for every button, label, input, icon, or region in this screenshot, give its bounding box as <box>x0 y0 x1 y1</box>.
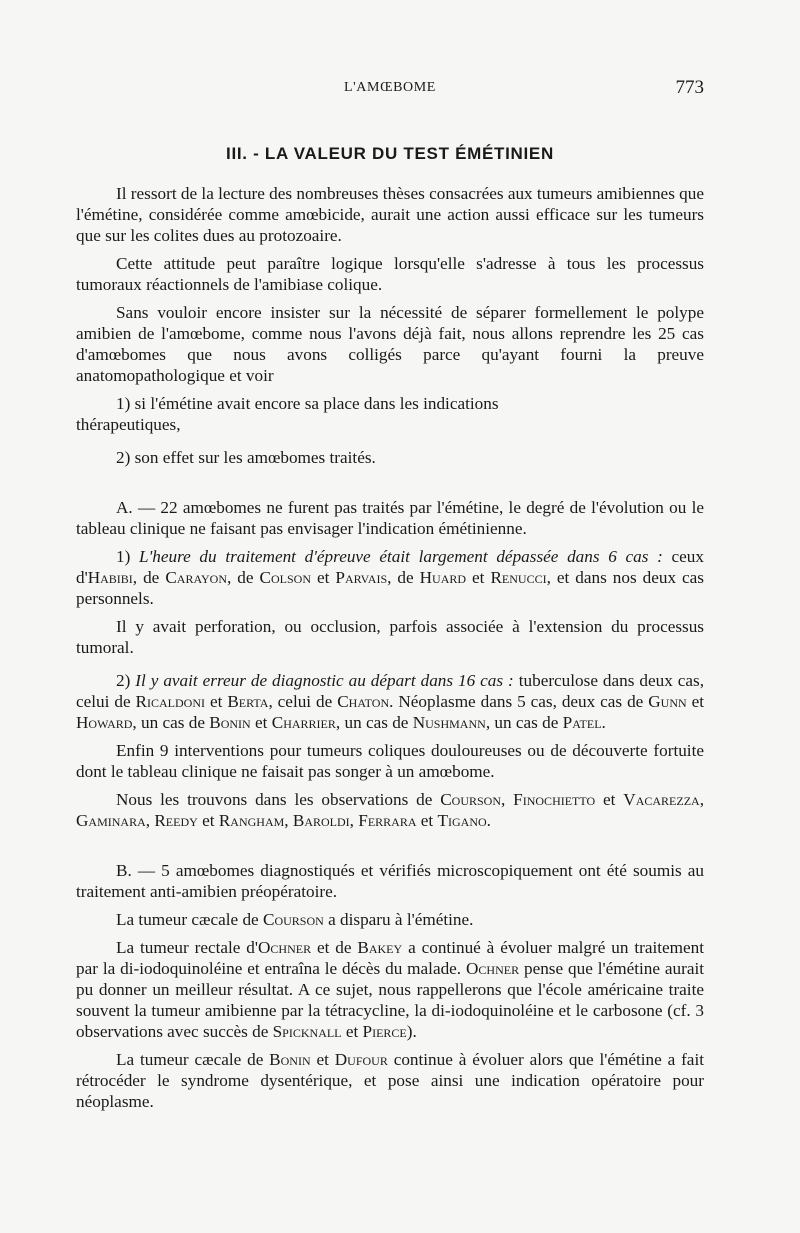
author-name: Reedy <box>154 811 198 830</box>
b2-text: pense que l'émétine aurait pu donner un meilleur résultat. A ce sujet, nous rappellerons que l'école américaine traite souvent la tumeur amibienne par la tétracycline, la di-iodoquinoléine et le carbosone (cf. 3 observations avec succès de <box>76 959 704 1041</box>
a2-text: et <box>205 692 228 711</box>
author-name: Colson <box>259 568 311 587</box>
obs-text: et <box>595 790 624 809</box>
author-name: Bakey <box>357 938 403 957</box>
author-name: Gaminara <box>76 811 146 830</box>
author-name: Carayon <box>165 568 228 587</box>
a1-text: , de <box>227 568 260 587</box>
a2-text: , un cas de <box>335 713 413 732</box>
a2-text: tuberculose dans deux cas, celui de <box>76 671 704 711</box>
author-name: Nushmann <box>412 713 486 732</box>
author-name: Ochner <box>466 959 520 978</box>
author-name: Vacarezza <box>623 790 700 809</box>
author-name: Courson <box>262 910 324 929</box>
a2-text: et <box>686 692 705 711</box>
author-name: Gunn <box>648 692 687 711</box>
author-name: Pierce <box>362 1022 407 1041</box>
b2-text: et de <box>311 938 358 957</box>
body-text <box>76 183 704 1112</box>
author-name: Tigano <box>437 811 487 830</box>
a2-text: . Néoplasme dans 5 cas, deux cas de <box>389 692 649 711</box>
a1-text: ceux d' <box>76 547 704 587</box>
obs-text: . <box>486 811 491 830</box>
a1-text: et <box>466 568 491 587</box>
a1-italic: L'heure du traitement d'épreuve était largement dépassée dans 6 cas : <box>139 547 663 566</box>
b3-text: La tumeur cæcale de <box>116 1050 270 1069</box>
paragraph-purpose: Sans vouloir encore insister sur la nécessité de séparer formellement le polype amibien de l'amœbome, comme nous l'avons déjà fait, nous allons reprendre les 25 cas d'amœbomes que nous avons colligés parce qu'ayant fourni la preuve anatomopathologique et voir <box>76 303 704 385</box>
b3-text: et <box>310 1050 335 1069</box>
author-name: Berta <box>227 692 269 711</box>
paragraph-b1 <box>76 909 704 930</box>
a1-number: 1) <box>116 547 140 566</box>
b2-text: a continué à évoluer malgré un traitement par la di-iodoquinoléine et entraîna le décès du malade. <box>76 938 704 978</box>
list-item-1 <box>76 393 704 435</box>
paragraph-b3 <box>76 1049 704 1112</box>
a2-text: . <box>601 713 606 732</box>
author-name: Habibi <box>87 568 133 587</box>
page-number: 773 <box>675 77 704 98</box>
a2-number: 2) <box>116 671 136 690</box>
author-name: Renucci <box>490 568 547 587</box>
author-name: Ricaldoni <box>135 692 205 711</box>
running-header <box>76 77 704 100</box>
author-name: Charrier <box>271 713 336 732</box>
paragraph-section-b: B. — 5 amœbomes diagnostiqués et vérifiés microscopiquement ont été soumis au traitement anti-amibien préopératoire. <box>76 861 704 901</box>
a2-italic: Il y avait erreur de diagnostic au départ dans 16 cas : <box>135 671 514 690</box>
section-heading: III. - LA VALEUR DU TEST ÉMÉTINIEN <box>226 144 554 163</box>
a1-text: et <box>311 568 336 587</box>
paragraph-b2 <box>76 937 704 1042</box>
a2-text: , celui de <box>268 692 338 711</box>
b2-text: La tumeur rectale d' <box>116 938 258 957</box>
author-name: Howard <box>76 713 133 732</box>
author-name: Bonin <box>269 1050 311 1069</box>
obs-text: , <box>501 790 514 809</box>
b2-text: et <box>341 1022 363 1041</box>
list-item-1-text: 1) si l'émétine avait encore sa place dans les indications <box>116 394 499 413</box>
a2-text: et <box>250 713 272 732</box>
author-name: Bonin <box>209 713 251 732</box>
obs-text: et <box>416 811 438 830</box>
obs-text: Nous les trouvons dans les observations de <box>116 790 441 809</box>
author-name: Chaton <box>337 692 390 711</box>
author-name: Ferrara <box>358 811 417 830</box>
paragraph-a1-perforation: Il y avait perforation, ou occlusion, parfois associée à l'extension du processus tumoral. <box>76 617 704 657</box>
paragraph-a2 <box>76 670 704 733</box>
a1-text: , et dans nos deux cas personnels. <box>76 568 704 608</box>
a1-text: , de <box>132 568 166 587</box>
a2-text: , un cas de <box>132 713 210 732</box>
author-name: Baroldi <box>292 811 350 830</box>
list-item-2: 2) son effet sur les amœbomes traités. <box>116 448 376 467</box>
author-name: Huard <box>419 568 467 587</box>
running-title: L'AMŒBOME <box>344 80 436 95</box>
author-name: Patel <box>562 713 602 732</box>
paragraph-a1 <box>76 546 704 609</box>
a2-text: , un cas de <box>485 713 563 732</box>
b1-text: La tumeur cæcale de <box>116 910 263 929</box>
paragraph-a2-observations <box>76 789 704 831</box>
obs-text: , <box>145 811 155 830</box>
author-name: Finochietto <box>513 790 596 809</box>
obs-text: , <box>349 811 359 830</box>
b3-text: continue à évoluer alors que l'émétine a fait rétrocéder le syndrome dysentérique, et pose ainsi une indication opératoire pour néoplasme. <box>76 1050 704 1111</box>
obs-text: , <box>699 790 704 809</box>
author-name: Spicknall <box>272 1022 342 1041</box>
a1-text: , de <box>387 568 420 587</box>
b1-text: a disparu à l'émétine. <box>323 910 474 929</box>
author-name: Parvais <box>335 568 388 587</box>
author-name: Courson <box>440 790 502 809</box>
author-name: Ochner <box>257 938 312 957</box>
paragraph-section-a: A. — 22 amœbomes ne furent pas traités par l'émétine, le degré de l'évolution ou le tableau clinique ne faisant pas envisager l'indication émétinienne. <box>76 498 704 538</box>
paragraph-a2-interventions: Enfin 9 interventions pour tumeurs coliques douloureuses ou de découverte fortuite dont le tableau clinique ne faisait pas songer à un amœbome. <box>76 741 704 781</box>
b2-text: ). <box>406 1022 417 1041</box>
author-name: Dufour <box>334 1050 388 1069</box>
paragraph-attitude: Cette attitude peut paraître logique lorsqu'elle s'adresse à tous les processus tumoraux réactionnels de l'amibiase colique. <box>76 254 704 294</box>
obs-text: , <box>284 811 293 830</box>
obs-text: et <box>197 811 219 830</box>
list-item-1-continuation: thérapeutiques, <box>76 415 181 434</box>
paragraph-intro: Il ressort de la lecture des nombreuses thèses consacrées aux tumeurs amibiennes que l'émétine, considérée comme amœbicide, aurait une action aussi efficace sur les tumeurs que sur les colites dues au protozoaire. <box>76 184 704 245</box>
author-name: Rangham <box>218 811 285 830</box>
